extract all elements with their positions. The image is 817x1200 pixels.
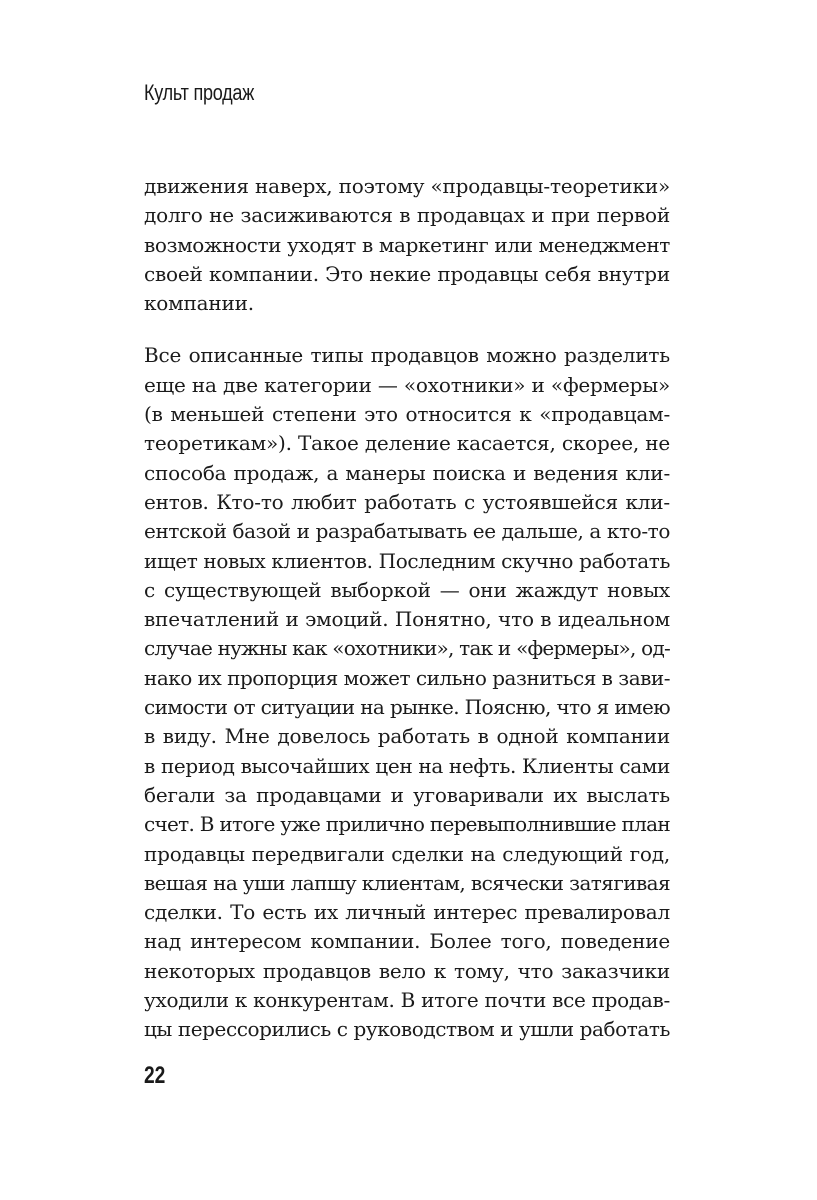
text-line: впечатлений и эмоций. Понятно, что в идеальном — [144, 607, 670, 632]
text-line: долго не засиживаются в продавцах и при первой — [144, 203, 670, 228]
text-line: в виду. Мне довелось работать в одной компании — [144, 724, 670, 749]
text-line: компании. — [144, 291, 254, 316]
text-line: случае нужны как «охотники», так и «фермеры», од- — [144, 636, 670, 661]
paragraph-2 — [144, 341, 670, 1044]
page-number: 22 — [144, 1062, 166, 1089]
text-line: в период высочайших цен на нефть. Клиенты сами — [144, 753, 670, 778]
text-line: теоретикам»). Такое деление касается, скорее, не — [144, 431, 670, 456]
text-line: нако их пропорция может сильно разниться в зави- — [144, 665, 670, 690]
text-line: ентов. Кто-то любит работать с устоявшейся кли- — [144, 489, 670, 514]
text-line: (в меньшей степени это относится к «продавцам- — [144, 402, 670, 427]
text-line: Все описанные типы продавцов можно разделить — [144, 343, 670, 368]
text-line: сделки. То есть их личный интерес превалировал — [144, 900, 670, 925]
text-line: некоторых продавцов вело к тому, что заказчики — [144, 958, 670, 983]
text-line: симости от ситуации на рынке. Поясню, что я имею — [144, 695, 670, 720]
text-line: цы перессорились с руководством и ушли работать — [144, 1017, 670, 1042]
text-line: бегали за продавцами и уговаривали их выслать — [144, 782, 670, 807]
text-line: ищет новых клиентов. Последним скучно работать — [144, 548, 670, 573]
text-line: вешая на уши лапшу клиентам, всячески затягивая — [144, 870, 670, 895]
text-line: ентской базой и разрабатывать ее дальше, а кто-то — [144, 519, 670, 544]
running-head: Культ продаж — [144, 80, 255, 105]
text-line: возможности уходят в маркетинг или менеджмент — [144, 232, 670, 257]
text-line: уходили к конкурентам. В итоге почти все продав- — [144, 988, 670, 1013]
text-line: способа продаж, а манеры поиска и ведения кли- — [144, 460, 670, 485]
text-line: с существующей выборкой — они жаждут новых — [144, 577, 670, 602]
text-line: движения наверх, поэтому «продавцы-теоретики» — [144, 174, 670, 198]
paragraph-1 — [144, 172, 670, 318]
text-line: своей компании. Это некие продавцы себя внутри — [144, 261, 670, 286]
text-line: счет. В итоге уже прилично перевыполнившие план — [144, 812, 670, 837]
text-line: продавцы передвигали сделки на следующий год, — [144, 841, 670, 866]
body-text — [144, 172, 670, 1045]
text-line: еще на две категории — «охотники» и «фермеры» — [144, 372, 670, 397]
text-line: над интересом компании. Более того, поведение — [144, 929, 670, 954]
